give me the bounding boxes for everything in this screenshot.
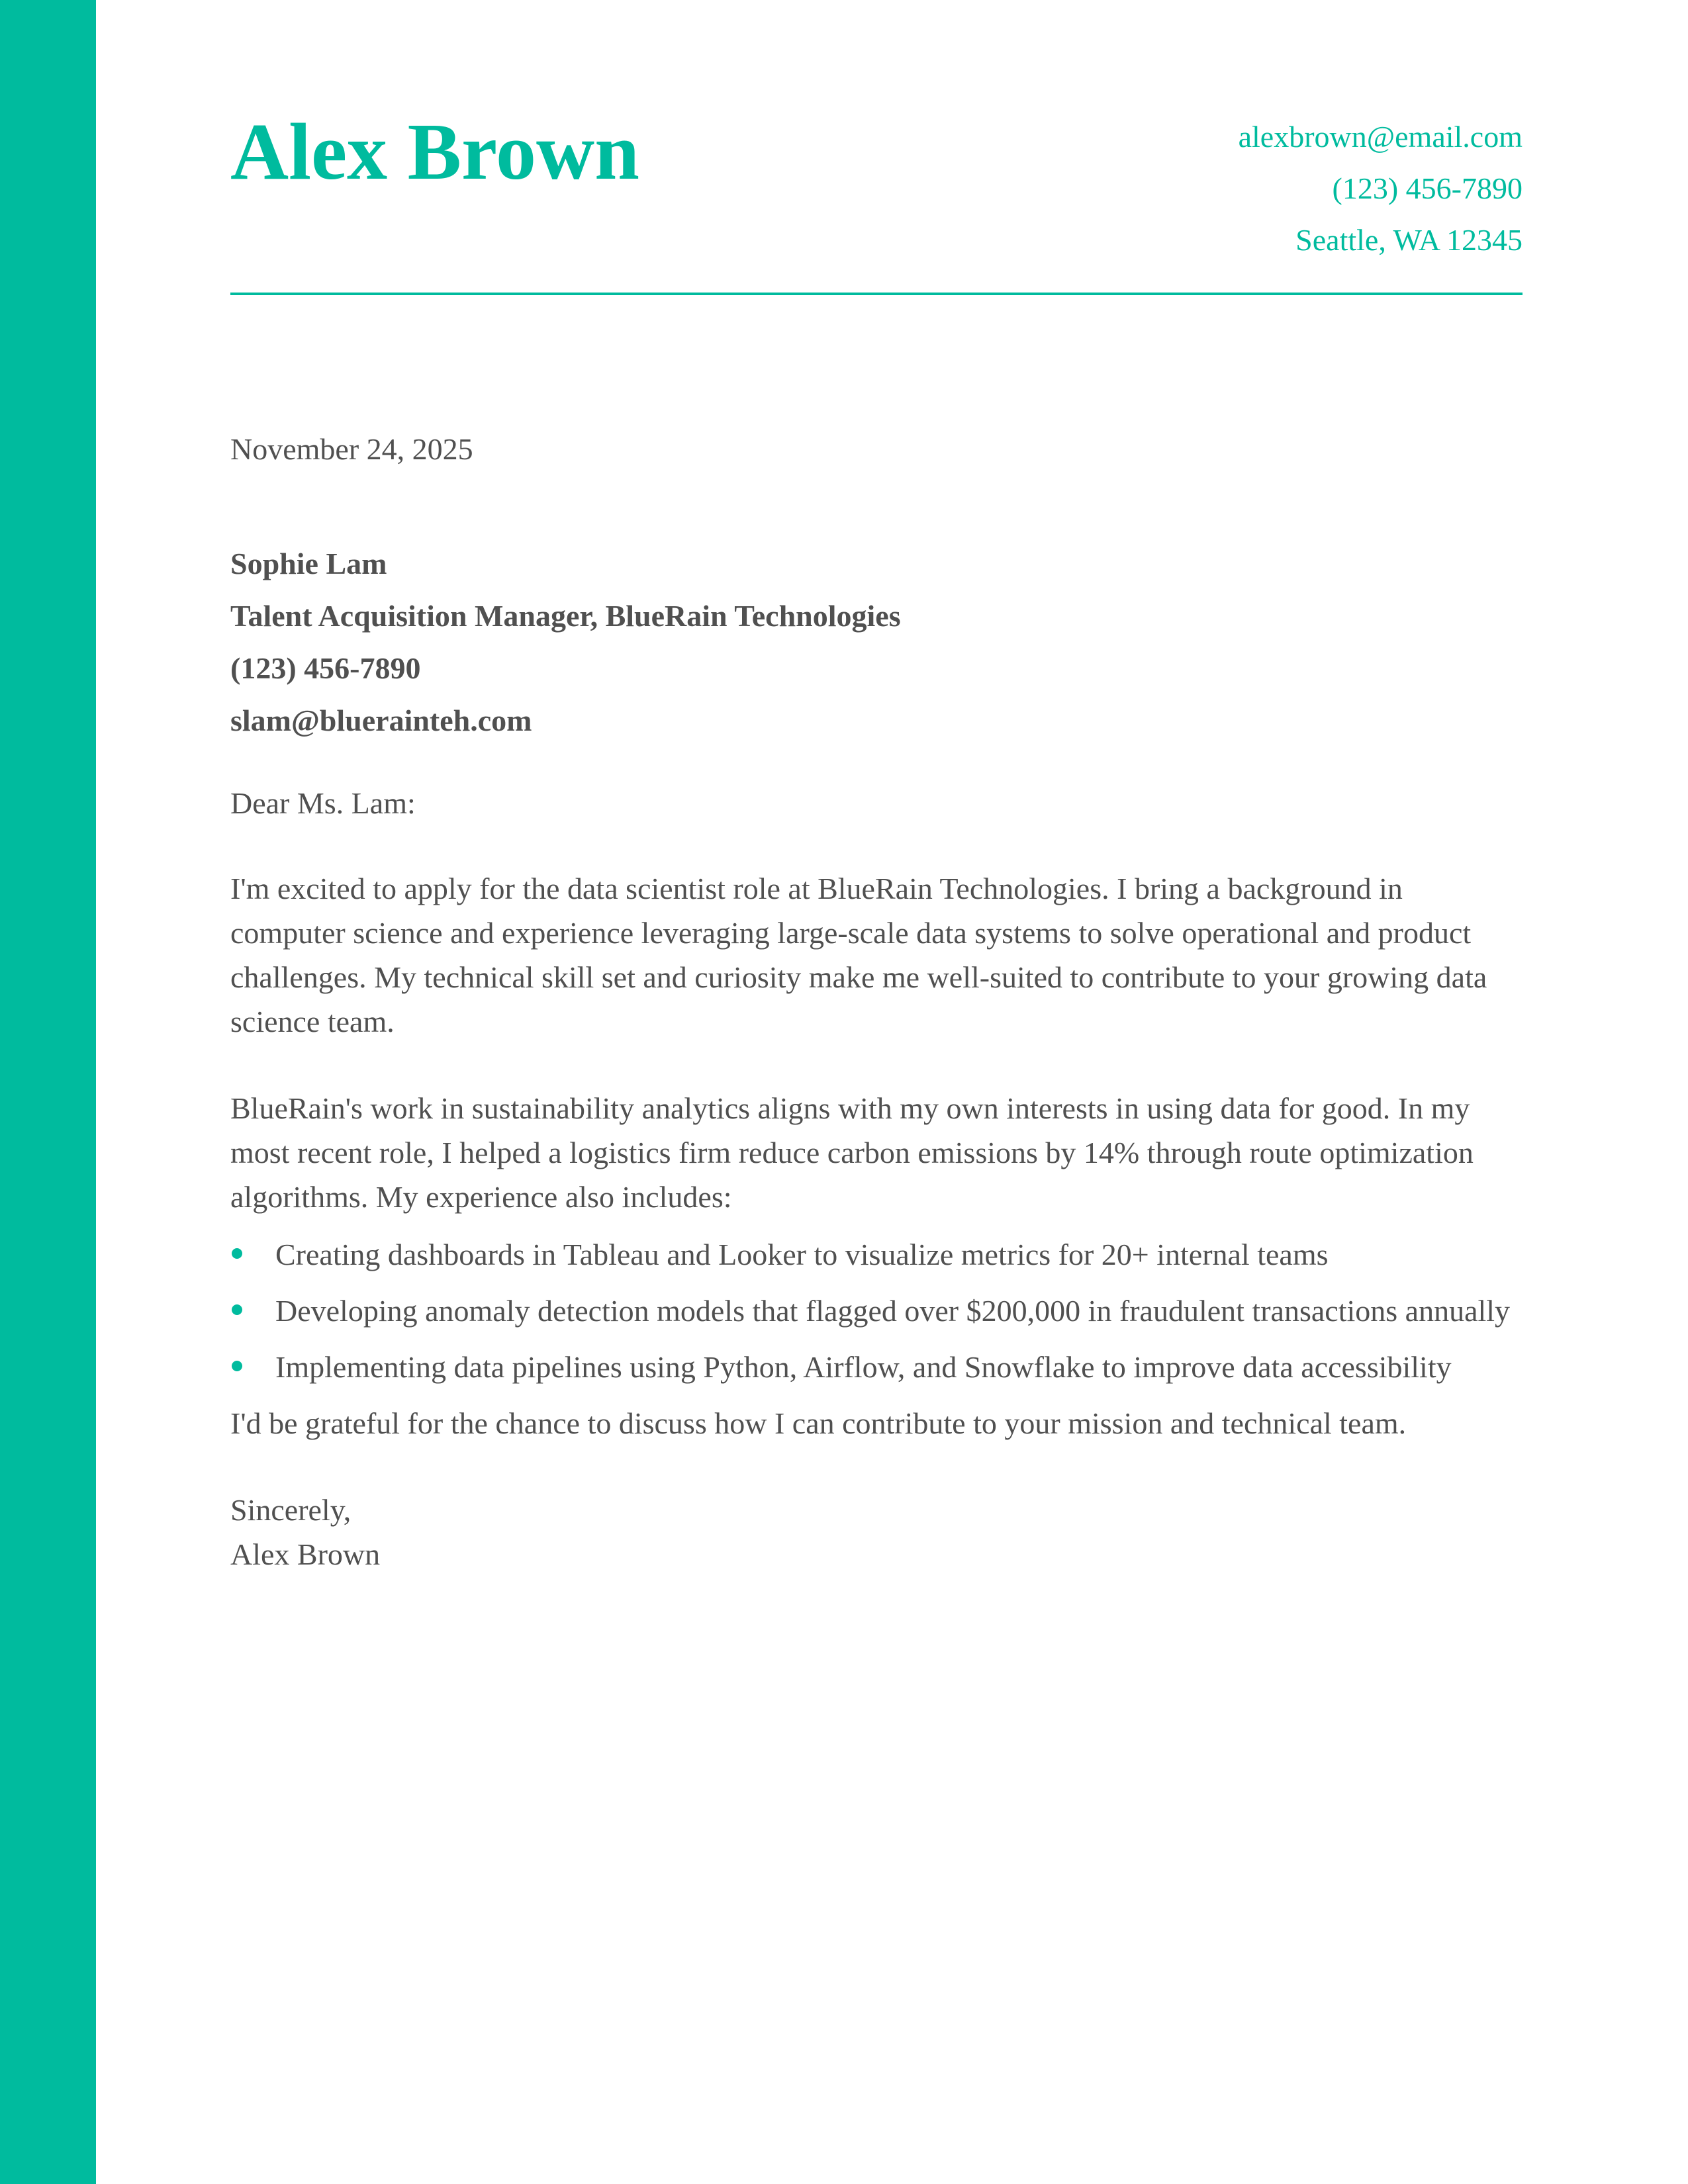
signoff-text: Sincerely,	[230, 1493, 352, 1527]
recipient-phone: (123) 456-7890	[230, 651, 421, 685]
paragraph-intro: I'm excited to apply for the data scientist role at BlueRain Technologies. I bring a background in computer science and experience leveraging large-scale data systems to solve operational and product challenges. My technical skill set and curiosity make me well-suited to contribute to your growing data science team.	[230, 872, 1487, 1038]
letter-body	[230, 427, 1523, 1576]
bullet-dot-icon	[232, 1248, 242, 1259]
list-item-text: Developing anomaly detection models that flagged over $200,000 in fraudulent transactions annually	[275, 1294, 1511, 1328]
list-item	[230, 1345, 1523, 1389]
sender-location: Seattle, WA 12345	[1295, 223, 1523, 257]
paragraph-experience: BlueRain's work in sustainability analytics aligns with my own interests in using data for good. In my most recent role, I helped a logistics firm reduce carbon emissions by 14% through route optimization algorithms. My experience also includes:	[230, 1091, 1474, 1214]
list-item-text: Creating dashboards in Tableau and Looker to visualize metrics for 20+ internal teams	[275, 1238, 1329, 1271]
list-item-text: Implementing data pipelines using Python, Airflow, and Snowflake to improve data accessibility	[275, 1350, 1452, 1384]
experience-list	[230, 1232, 1523, 1389]
header-divider	[230, 293, 1523, 295]
signoff-block	[230, 1488, 1523, 1576]
sender-email[interactable]: alexbrown@email.com	[1238, 120, 1523, 154]
sender-contact	[1239, 111, 1523, 266]
salutation: Dear Ms. Lam:	[230, 786, 416, 820]
paragraph-closing: I'd be grateful for the chance to discuss how I can contribute to your mission and technical team.	[230, 1406, 1407, 1440]
recipient-name: Sophie Lam	[230, 547, 387, 580]
sender-name: Alex Brown	[230, 107, 639, 197]
cover-letter-page	[230, 0, 1523, 2184]
letter-date: November 24, 2025	[230, 432, 473, 466]
accent-sidebar	[0, 0, 96, 2184]
letter-header	[230, 106, 1523, 258]
signature-name: Alex Brown	[230, 1537, 381, 1571]
recipient-block	[230, 537, 1523, 747]
bullet-dot-icon	[232, 1361, 242, 1371]
recipient-email[interactable]: slam@bluerainteh.com	[230, 704, 532, 737]
recipient-title: Talent Acquisition Manager, BlueRain Technologies	[230, 599, 901, 633]
list-item	[230, 1232, 1523, 1277]
sender-phone: (123) 456-7890	[1332, 171, 1523, 205]
list-item	[230, 1289, 1523, 1333]
bullet-dot-icon	[232, 1304, 242, 1315]
